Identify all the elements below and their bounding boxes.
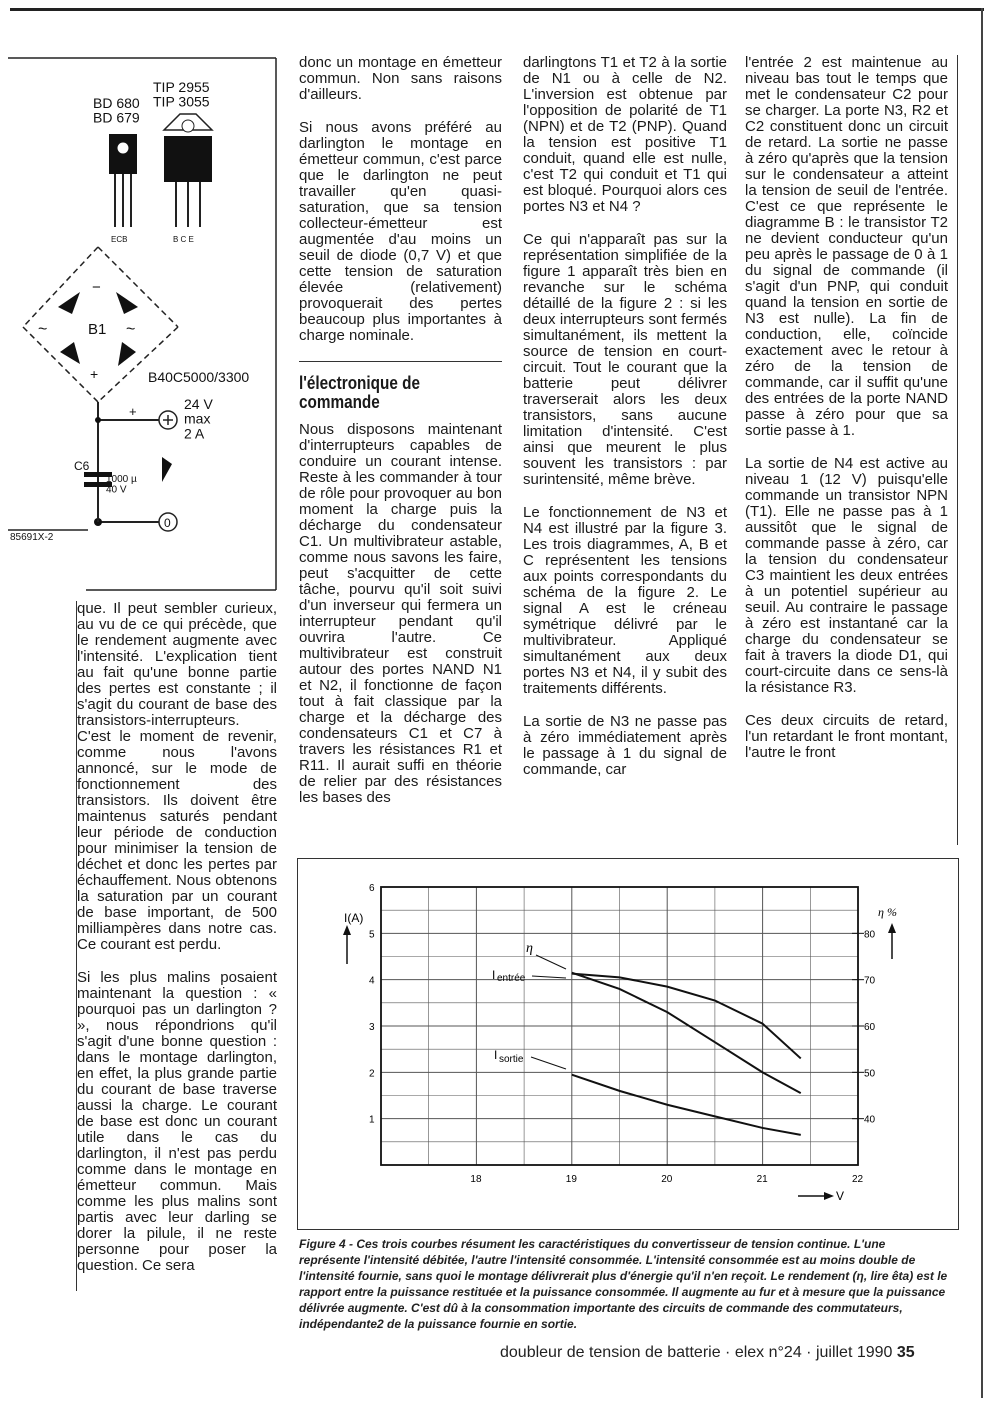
paragraph: La sortie de N4 est active au niveau 1 (12 V) puisqu'elle commande un transistor NPN (T1). Elle ne passe pas à 1 aussitôt que le signal de commande passe à zéro, car la tension du condensateur C3 maintient les deux entrées à un potentiel supérieur au seuil. Au contraire le passage à zéro est instantané car la charge du condensateur se fait à travers la diode D1, qui court-circuite dans ce sens-là la résistance R3.: [745, 455, 948, 696]
x-tick-label: 20: [661, 1174, 673, 1185]
paragraph: Ce qui n'apparaît pas sur la représentation simplifiée de la figure 1 apparaît très bien en revanche sur le schéma détaillé de la figure 2 : si les deux interrupteurs sont fermés simultanément, ils mettent la source de tension en court-circuit. Tout le courant que la batterie peut délivrer traverserait alors les deux transistors, sans aucune limitation d'intensité. C'est ainsi que meurent le plus souvent les transistors : par surintensité, même brève.: [523, 231, 727, 488]
figure-4-chart: [297, 858, 959, 1230]
schematic-svg: [8, 52, 278, 592]
series-leader-in: [532, 976, 566, 978]
text-column-2: [299, 55, 502, 823]
y2-tick-label: 60: [864, 1022, 876, 1033]
paragraph: que. Il peut sembler curieux, au vu de ce qui précède, que le rendement augmente avec l'intensité. L'explication tient au fait qu'une bonne partie des pertes est constante ; il s'agit du courant de base des transistors-interrupteurs. C'est le moment de revenir, comme nous l'avons annoncé, sur le mode de fonctionnement des transistors. Ils doivent être maintenus saturés pendant leur période de conduction pour minimiser la tension de déchet et donc les pertes par échauffement. Nous obtenons la saturation par un courant de base important, de 500 milliampères dans notre cas. Ce courant est perdu.: [77, 600, 277, 953]
x-tick-label: 21: [756, 1174, 768, 1185]
series-line: [572, 1075, 801, 1135]
y-tick-label: 2: [369, 1068, 375, 1080]
x-axis-arrowhead: [824, 1192, 834, 1200]
paragraph: Ces deux circuits de retard, l'un retardant le front montant, l'autre le front: [745, 712, 948, 761]
y-tick-label: 6: [369, 883, 375, 894]
top-rule: [10, 8, 984, 11]
series-line: [572, 974, 801, 1059]
paragraph: Nous disposons maintenant d'interrupteurs capables de conduire un courant intense. Reste à les commander à tour de rôle pour provoquer au bon moment la charge puis la décharge du condensateur C1. Un multivibrateur astable, comme nous savons les faire, peut s'acquitter de cette tâche, pourvu qu'il soit suivi d'un inverseur qui fermera un interrupteur pendant qu'il ouvrira l'autre. Ce multivibrateur est construit autour des portes NAND N1 et N2, il fonctionne de façon tout à fait classique par la charge et la décharge des condensateurs C1 et C7 à travers les résistances R1 et R11. Il aurait suffi en théorie de relier par des résistances les bases des: [299, 421, 502, 806]
series-leader-out: [531, 1057, 566, 1069]
section-rule: [299, 361, 502, 362]
label-transistors-left: BD 680 BD 679: [93, 95, 140, 126]
label-plus: +: [90, 366, 99, 382]
paragraph: Si les plus malins posaient maintenant la question : « pourquoi pas un darlington ? », nous répondrions qu'il s'agit d'une bonne question : dans le montage darlington, en effet, la plus grande partie du courant de base traverse aussi la charge. Le courant de base est donc un courant utile dans le cas du darlington, il n'est pas perdu comme dans le montage en émetteur commun. Mais comme les plus malins sont partis avec leur darling se dorer la pilule, il ne reste personne pour poser la question. Ce sera: [77, 969, 277, 1274]
x-axis-label: V: [836, 1189, 845, 1203]
transistor-left-body: [109, 134, 137, 174]
paragraph: donc un montage en émetteur commun. Non sans raisons d'ailleurs.: [299, 54, 502, 103]
page-number: 35: [896, 1344, 915, 1361]
series-label-in: I: [492, 968, 496, 982]
label-pins-right: B C E: [173, 235, 194, 244]
series-label-out: I: [494, 1048, 498, 1062]
label-transistors-right: TIP 2955 TIP 3055: [153, 79, 210, 110]
y2-axis-arrowhead: [888, 923, 896, 933]
paragraph: Le fonctionnement de N3 et N4 est illustré par la figure 3. Les trois diagrammes, A, B et C représentent les tensions aux points correspondants du schéma de la figure 2. Le signal A est le créneau symétrique délivré par le multivibrateur. Appliqué simultanément aux deux portes N3 et N4, il y subit des traitements différents.: [523, 504, 727, 697]
label-bridge: B1: [88, 321, 107, 338]
label-cap-value: 1000 µ 40 V: [106, 474, 137, 496]
page-footer: [500, 1344, 915, 1362]
series-label-eta: η: [526, 941, 533, 956]
y2-tick-label: 50: [864, 1068, 876, 1080]
label-zero: 0: [164, 516, 171, 530]
y-tick-label: 5: [369, 929, 375, 941]
label-ac-left: ~: [38, 321, 48, 338]
x-tick-label: 18: [470, 1174, 482, 1185]
series-line: [572, 973, 801, 1093]
transistor-right-body: [164, 136, 212, 182]
y2-axis-label: η %: [878, 905, 897, 919]
chart-svg: [298, 859, 958, 1229]
label-cap-ref: C6: [74, 459, 90, 473]
label-pins-left: ECB: [111, 235, 128, 244]
label-ref-code: 85691X-2: [10, 532, 54, 543]
right-rule: [981, 8, 983, 1398]
label-bridge-part: B40C5000/3300: [148, 369, 250, 385]
paragraph: l'entrée 2 est maintenue au niveau bas tout le temps que met le condensateur C2 pour se charger. La porte N3, R2 et C2 constituent donc un circuit de retard. La sortie ne passe à zéro qu'après que la tension sur le condensateur a atteint la tension de seuil de l'entrée. C'est ce que représente le diagramme B : le transistor T2 ne devient conducteur qu'un peu après le passage de 0 à 1 du signal de commande (il s'agit d'un PNP, qui conduit quand la tension en sortie de N3 est nulle). La fin de conduction, elle, coïncide exactement avec le retour à zéro de la tension de commande, car il suffit qu'une des entrées de la porte NAND passe à zéro pour que sa sortie passe à 1.: [745, 54, 948, 439]
x-tick-label: 19: [565, 1174, 577, 1185]
paragraph: La sortie de N3 ne passe pas à zéro immédiatement après le passage à 1 du signal de commande, car: [523, 713, 727, 778]
y-tick-label: 1: [369, 1114, 375, 1126]
series-label-out-sub: sortie: [499, 1054, 524, 1065]
series-leader-eta: [536, 955, 566, 969]
y-tick-label: 3: [369, 1022, 375, 1033]
label-supply: 24 V max 2 A: [184, 396, 213, 442]
y-tick-label: 4: [369, 975, 375, 987]
schematic-figure: [8, 52, 278, 592]
paragraph: Si nous avons préféré au darlington le montage en émetteur commun, c'est parce que le darlington ne peut travailler qu'en quasi-saturation, que sa tension collecteur-émetteur est augmentée d'au moins un seuil de diode (0,7 V) et que cette tension de saturation élevée (relativement) provoquerait des pertes beaucoup plus importantes à charge nominale.: [299, 119, 502, 344]
text-column-3: [523, 55, 727, 795]
series-label-in-sub: entrée: [497, 973, 526, 984]
column-rule: [957, 55, 958, 845]
x-tick-label: 22: [852, 1174, 864, 1185]
label-minus: −: [92, 279, 101, 296]
section-heading: l'électronique de commande: [299, 373, 420, 412]
y-axis-arrowhead: [343, 925, 351, 935]
text-column-4: [745, 55, 948, 778]
y2-tick-label: 80: [864, 929, 876, 941]
text-column-1: [76, 601, 277, 1291]
y2-tick-label: 40: [864, 1114, 876, 1126]
paragraph: darlingtons T1 et T2 à la sortie de N1 ou à celle de N2. L'inversion est obtenue par l'opposition de polarité de T1 (NPN) et de T2 (PNP). Quand la tension est positive T1 conduit, quand elle est nulle, c'est T2 qui conduit et T1 qui est bloqué. Pourquoi alors ces portes N3 et N4 ?: [523, 54, 727, 215]
footer-text: doubleur de tension de batterie · elex n°24 · juillet 1990: [500, 1344, 893, 1361]
label-ac-right: ~: [126, 321, 136, 338]
y-axis-label: I(A): [344, 911, 364, 925]
label-plus-out: +: [129, 404, 137, 419]
y2-tick-label: 70: [864, 975, 876, 987]
figure-caption: Figure 4 - Ces trois courbes résument les caractéristiques du convertisseur de tension continue. L'une représente l'intensité débitée, l'autre l'intensité consommée. L'intensité consommée est au moins double de l'intensité fournie, sans quoi le montage délivrerait plus d'énergie qu'il n'en reçoit. Le rendement (η, lire êta) est le rapport entre la puissance restituée et la puissance consommée. Il augmente au fur et à mesure que la puissance délivrée augmente. C'est dû à la consommation importante des circuits de commande des commutateurs, indépendante2 de la puissance fournie en sortie.: [299, 1237, 948, 1331]
